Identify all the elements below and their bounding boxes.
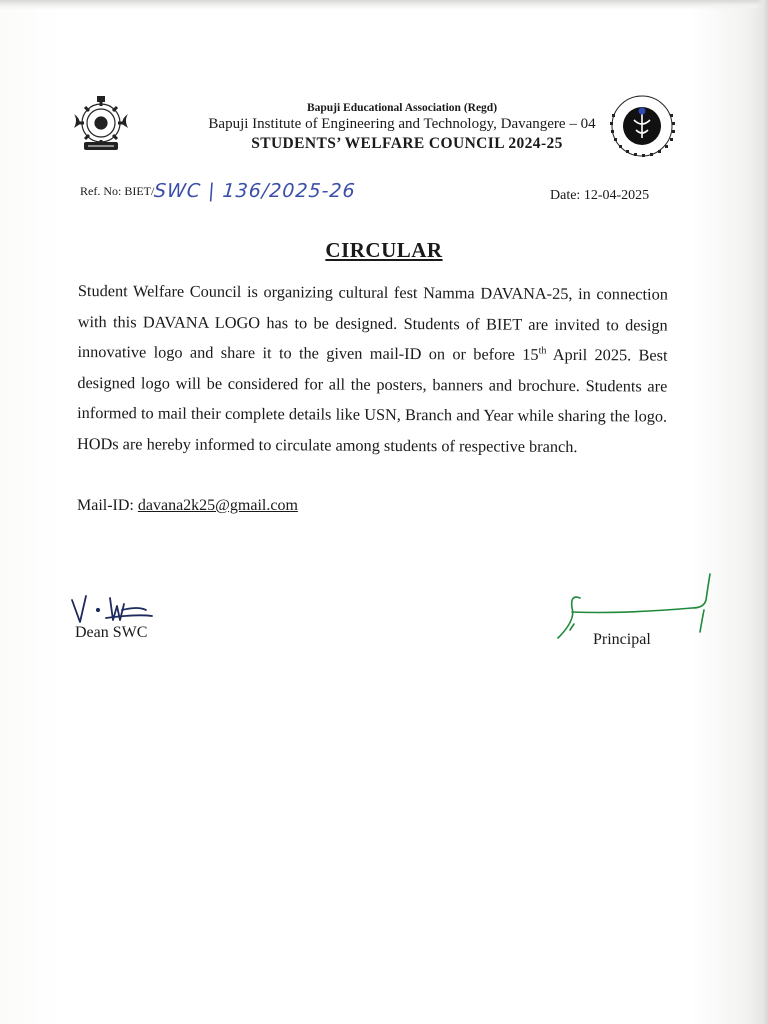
reference-label: Ref. No: BIET/ (80, 184, 155, 198)
body-superscript: th (538, 345, 547, 357)
reference-handwritten-value: SWC | 136/2025-26 (153, 180, 357, 202)
paper-right-edge (756, 0, 768, 1024)
mail-label: Mail-ID: (77, 497, 138, 514)
mail-id-line (77, 497, 298, 515)
circular-body (77, 276, 668, 463)
principal-title: Principal (593, 631, 651, 648)
dean-swc-title: Dean SWC (75, 624, 148, 641)
circular-date: Date: 12-04-2025 (550, 188, 650, 203)
reference-number (80, 180, 356, 202)
body-text-part-1: Student Welfare Council is organizing cultural fest Namma DAVANA-25, in connection with this DAVANA LOGO has to be designed. Students of BIET are invited to design innovative logo and share it to the given mail-ID on or before 15 (77, 280, 668, 364)
dean-signature (66, 590, 166, 626)
students-welfare-council-seal-icon (600, 92, 688, 164)
mail-address-link[interactable]: davana2k25@gmail.com (137, 497, 298, 514)
paper-top-edge (0, 0, 768, 10)
council-name: STUDENTS’ WELFARE COUNCIL 2024-25 (251, 135, 563, 152)
association-name: Bapuji Educational Association (Regd) (306, 102, 498, 114)
circular-title: CIRCULAR (325, 238, 443, 262)
body-text-part-2: April 2025. Best designed logo will be considered for all the posters, banners and brochure. Students are informed to mail their complete details like USN, Branch and Year while sharing the logo. HODs are hereby informed to circulate among students of respective branch. (76, 344, 668, 456)
institute-name: Bapuji Institute of Engineering and Technology, Davangere – 04 (208, 116, 596, 132)
